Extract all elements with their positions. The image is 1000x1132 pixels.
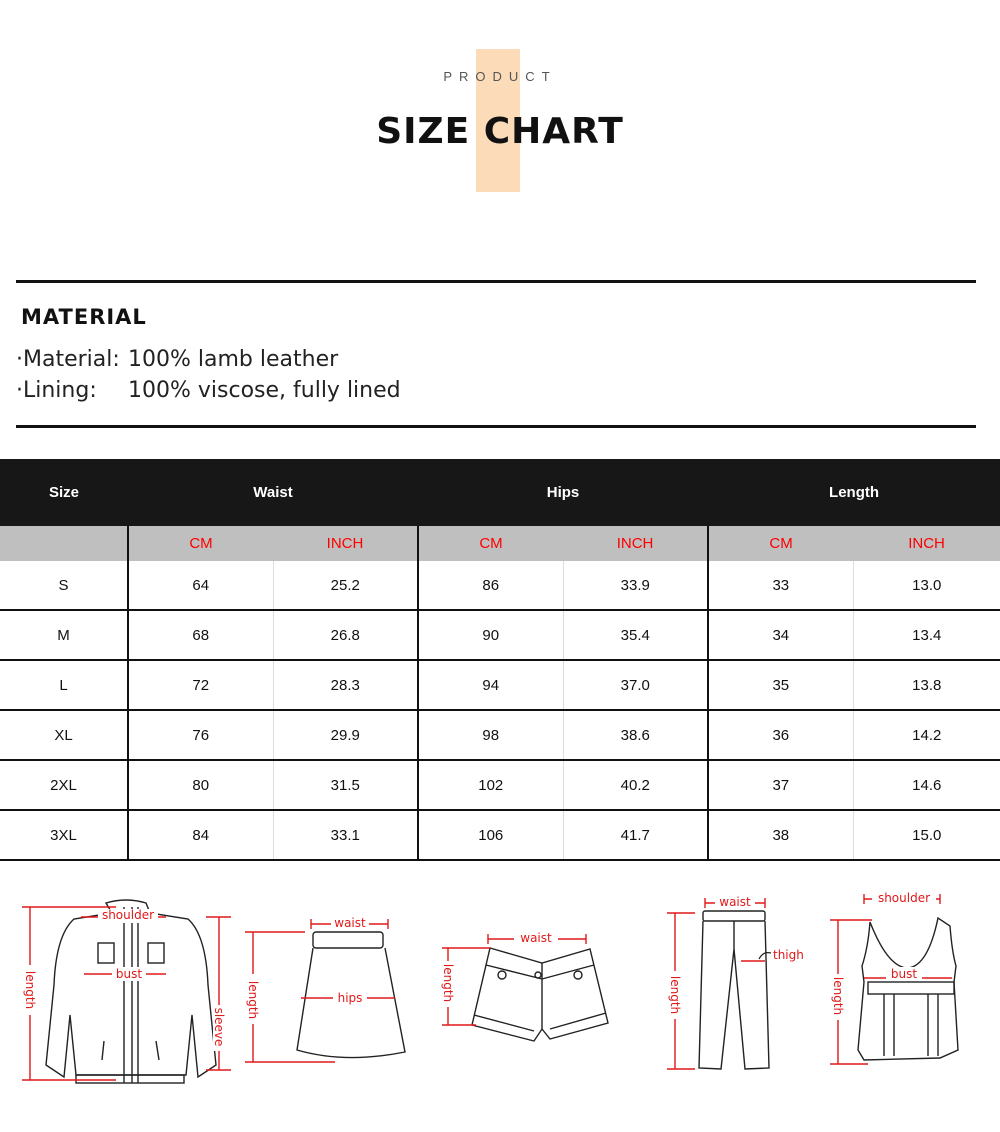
cell-size: XL [0,710,128,760]
cell-waist-inch: 28.3 [273,660,418,710]
jacket-shoulder-label: shoulder [101,908,155,922]
product-overline: PRODUCT [443,69,557,84]
pants-thigh-label: thigh [773,948,804,962]
page-title: SIZE CHART [376,111,624,152]
cell-length-cm: 35 [708,660,853,710]
table-row [0,710,1000,760]
material-heading: MATERIAL [21,305,147,329]
table-header-row [0,459,1000,526]
cell-hips-cm: 86 [418,561,563,610]
unit-waist-cm: CM [128,526,273,561]
cell-waist-cm: 80 [128,760,273,810]
unit-hips-inch: INCH [563,526,708,561]
cell-hips-cm: 102 [418,760,563,810]
jacket-sleeve-label: sleeve [212,1007,226,1047]
cell-hips-inch: 35.4 [563,610,708,660]
header-size: Size [0,459,128,526]
table-unit-row [0,526,1000,561]
cell-waist-cm: 84 [128,810,273,860]
cell-size: 3XL [0,810,128,860]
shorts-diagram [440,925,620,1055]
unit-length-cm: CM [708,526,853,561]
skirt-diagram [245,912,415,1072]
cell-length-inch: 14.6 [853,760,1000,810]
cell-hips-cm: 94 [418,660,563,710]
skirt-waist-label: waist [334,916,366,930]
cell-waist-cm: 76 [128,710,273,760]
skirt-illustration-icon [245,912,415,1072]
header-waist: Waist [128,459,418,526]
lining-line [16,378,401,403]
tank-shoulder-label: shoulder [877,891,931,905]
table-row [0,610,1000,660]
cell-length-inch: 13.4 [853,610,1000,660]
cell-length-cm: 38 [708,810,853,860]
cell-length-cm: 37 [708,760,853,810]
cell-hips-inch: 37.0 [563,660,708,710]
unit-blank [0,526,128,561]
header-length: Length [708,459,1000,526]
jacket-diagram [16,895,236,1095]
tank-bust-label: bust [890,967,918,981]
shorts-length-label: length [441,963,455,1003]
table-row [0,810,1000,860]
table-row [0,561,1000,610]
unit-hips-cm: CM [418,526,563,561]
cell-waist-inch: 26.8 [273,610,418,660]
tank-diagram [828,890,968,1065]
shorts-illustration-icon [440,925,620,1055]
header-hips: Hips [418,459,708,526]
cell-length-cm: 36 [708,710,853,760]
lining-value: 100% viscose, fully lined [128,378,401,403]
cell-hips-inch: 33.9 [563,561,708,610]
tank-length-label: length [831,976,845,1016]
cell-hips-inch: 41.7 [563,810,708,860]
unit-length-inch: INCH [853,526,1000,561]
table-row [0,660,1000,710]
jacket-length-label: length [23,970,37,1010]
jacket-bust-label: bust [115,967,143,981]
lining-label: ·Lining: [16,378,97,403]
cell-hips-inch: 40.2 [563,760,708,810]
cell-size: 2XL [0,760,128,810]
cell-size: S [0,561,128,610]
pants-diagram [665,893,815,1078]
material-line [16,347,338,372]
cell-length-cm: 34 [708,610,853,660]
material-label: ·Material: [16,347,120,372]
cell-hips-cm: 106 [418,810,563,860]
cell-length-inch: 15.0 [853,810,1000,860]
cell-length-inch: 14.2 [853,710,1000,760]
cell-length-inch: 13.0 [853,561,1000,610]
cell-waist-cm: 72 [128,660,273,710]
cell-length-inch: 13.8 [853,660,1000,710]
unit-waist-inch: INCH [273,526,418,561]
table-row [0,760,1000,810]
cell-waist-cm: 64 [128,561,273,610]
pants-length-label: length [668,975,682,1015]
skirt-hips-label: hips [337,991,363,1005]
cell-waist-inch: 25.2 [273,561,418,610]
cell-waist-inch: 31.5 [273,760,418,810]
divider-bottom [16,425,976,428]
tank-illustration-icon [828,890,968,1065]
pants-illustration-icon [665,893,815,1078]
cell-waist-inch: 29.9 [273,710,418,760]
jacket-illustration-icon [16,895,236,1095]
skirt-length-label: length [246,980,260,1020]
cell-hips-inch: 38.6 [563,710,708,760]
pants-waist-label: waist [719,895,751,909]
cell-hips-cm: 90 [418,610,563,660]
cell-size: M [0,610,128,660]
divider-top [16,280,976,283]
cell-hips-cm: 98 [418,710,563,760]
cell-size: L [0,660,128,710]
shorts-waist-label: waist [520,931,552,945]
material-value: 100% lamb leather [128,347,339,372]
size-chart-table [0,459,1000,861]
cell-length-cm: 33 [708,561,853,610]
cell-waist-inch: 33.1 [273,810,418,860]
cell-waist-cm: 68 [128,610,273,660]
